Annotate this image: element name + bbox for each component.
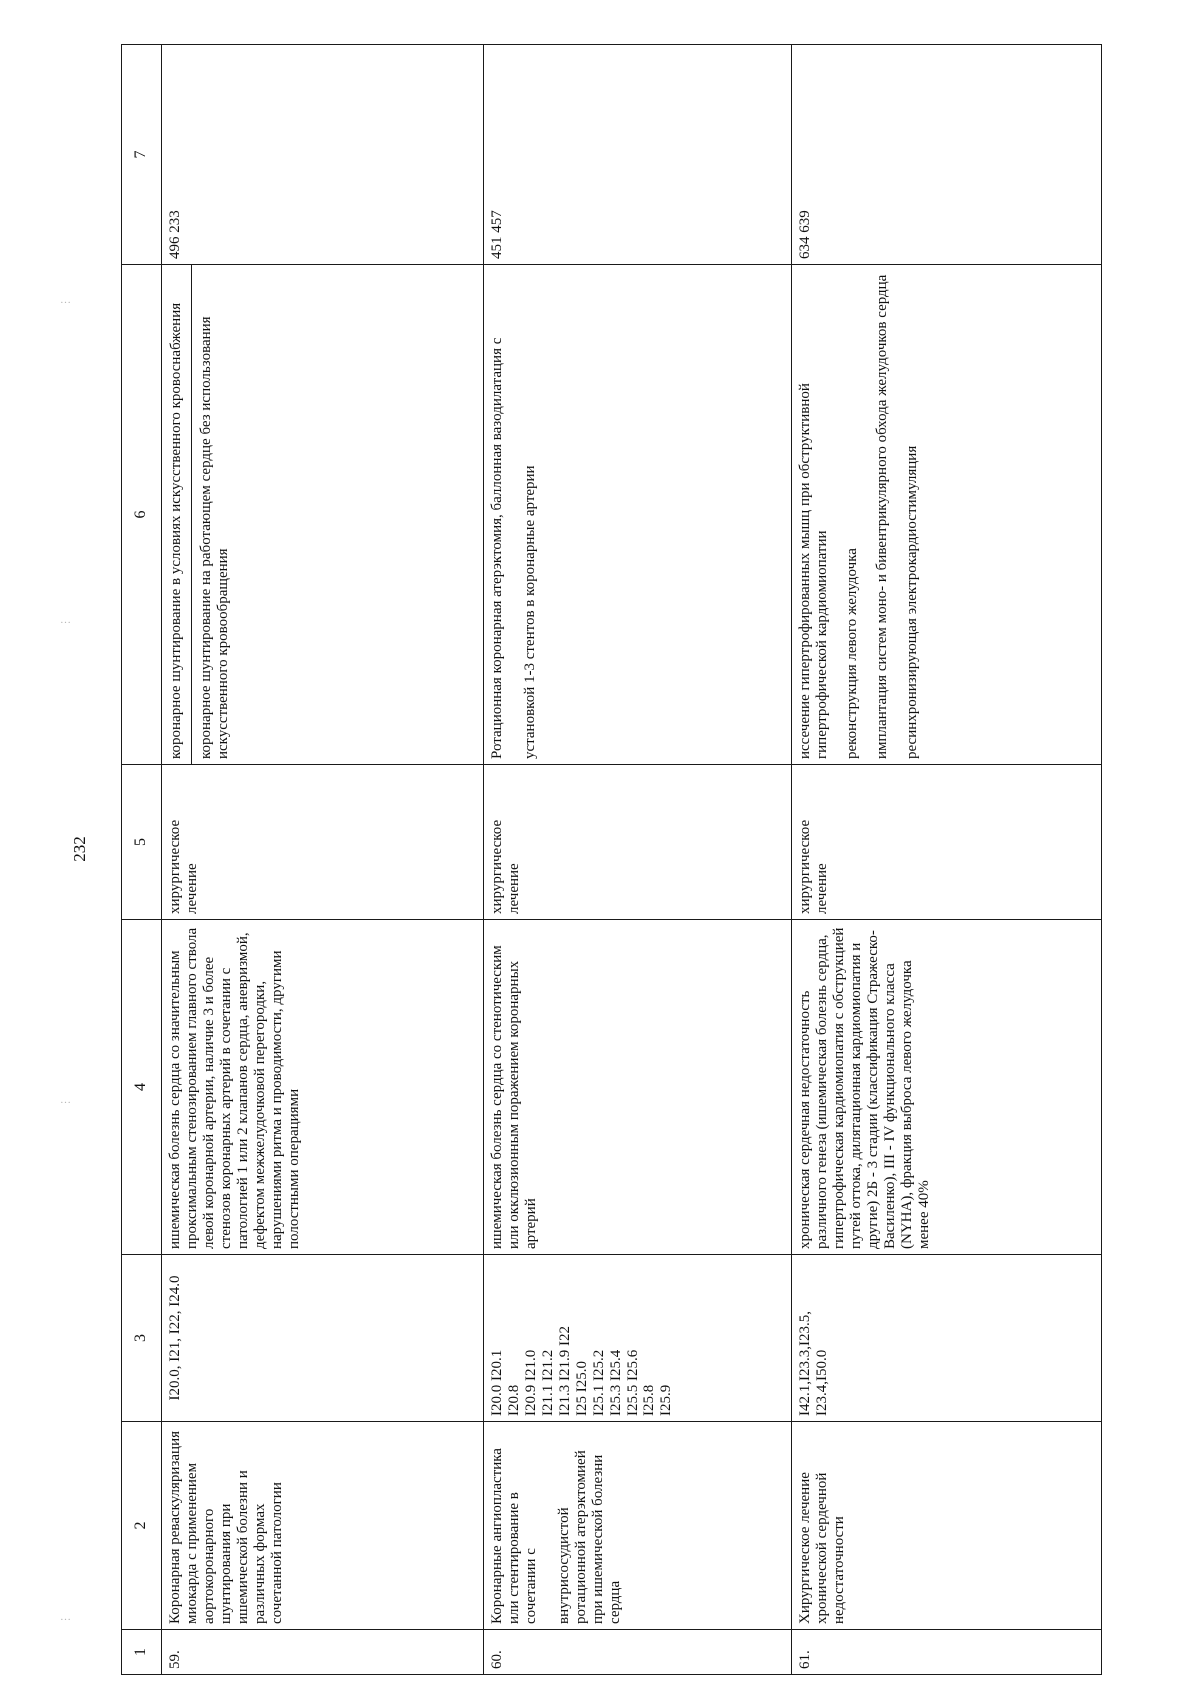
table-row: [792, 45, 1102, 1675]
margin-mark: …: [60, 294, 71, 306]
method-item: коронарное шунтирование в условиях искусственного кровоснабжения: [168, 302, 184, 759]
method-group-name: Коронарная реваскуляризация миокарда с применением аортокоронарного шунтирования при ишемической болезни и различных формах сочетанной патологии: [162, 1422, 484, 1630]
page-number: 232: [70, 836, 89, 862]
treatment-methods: [484, 265, 792, 765]
diagnosis-codes: I20.0, I21, I22, I24.0: [162, 1255, 484, 1422]
cost-value: 634 639: [792, 45, 1102, 265]
method-item: установкой 1-3 стентов в коронарные артерии: [521, 465, 538, 759]
margin-mark: …: [60, 1094, 71, 1106]
treatment-methods: [162, 265, 484, 765]
patient-model: хроническая сердечная недостаточность различного генеза (ишемическая болезнь сердца, гипертрофическая кардиомиопатия с обструкцией путей оттока, дилятационная кардиомиопатия и другие) 2Б - 3 стадии (классификация Стражеско-Василенко), III - IV функционального класса (NYHA), фракция выброса левого желудочка менее 40%: [792, 920, 1102, 1255]
method-item: ресинхронизирующая электрокардиостимуляция: [903, 445, 920, 759]
method-item: имплантация систем моно- и бивентрикулярного обхода желудочков сердца: [873, 274, 890, 759]
medical-care-table: [121, 44, 1102, 1675]
margin-mark: …: [60, 614, 71, 626]
column-number: 3: [122, 1255, 162, 1422]
column-number-row: [122, 45, 162, 1675]
treatment-type: хирургическое лечение: [162, 765, 484, 920]
cost-value: 451 457: [484, 45, 792, 265]
diagnosis-codes: I42.1,I23.3,I23.5, I23.4,I50.0: [792, 1255, 1102, 1422]
margin-mark: …: [60, 1611, 71, 1623]
row-number: 60.: [484, 1630, 792, 1675]
column-number: 7: [122, 45, 162, 265]
table-row: [484, 45, 792, 1675]
rotated-table-container: [121, 45, 1101, 1675]
column-number: 1: [122, 1630, 162, 1675]
treatment-methods: [792, 265, 1102, 765]
method-item: Ротационная коронарная атерэктомия, баллонная вазодилатация с: [489, 337, 505, 759]
method-group-name: Хирургическое лечение хронической сердечной недостаточности: [792, 1422, 1102, 1630]
method-item: реконструкция левого желудочка: [843, 548, 860, 759]
row-number: 59.: [162, 1630, 484, 1675]
name-part: внутрисосудистой ротационной атерэктомией при ишемической болезни сердца: [555, 1450, 623, 1624]
cost-value: 496 233: [162, 45, 484, 265]
treatment-type: хирургическое лечение: [484, 765, 792, 920]
patient-model: ишемическая болезнь сердца со значительным проксимальным стенозированием главного ствола левой коронарной артерии, наличие 3 и более стенозов коронарных артерий в сочетании с патологией 1 или 2 клапанов сердца, аневризмой, дефектом межжелудочковой перегородки, нарушениями ритма и проводимости, другими полостными операциями: [162, 920, 484, 1255]
method-item: коронарное шунтирование на работающем сердце без использования искусственного кровообращения: [191, 265, 238, 764]
column-number: 6: [122, 265, 162, 765]
method-group-name: [484, 1422, 792, 1630]
column-number: 4: [122, 920, 162, 1255]
patient-model: ишемическая болезнь сердца со стенотическим или окклюзионным поражением коронарных артерий: [484, 920, 792, 1255]
treatment-type: хирургическое лечение: [792, 765, 1102, 920]
row-number: 61.: [792, 1630, 1102, 1675]
name-part: Коронарные ангиопластика или стентирование в сочетании с: [489, 1448, 539, 1624]
diagnosis-codes: I20.0 I20.1 I20.8 I20.9 I21.0 I21.1 I21.2 I21.3 I21.9 I22 I25 I25.0 I25.1 I25.2 I25.3 I25.4 I25.5 I25.6 I25.8 I25.9: [484, 1255, 792, 1422]
column-number: 5: [122, 765, 162, 920]
table-row: [162, 45, 484, 1675]
column-number: 2: [122, 1422, 162, 1630]
method-item: иссечение гипертрофированных мышц при обструктивной гипертрофической кардиомиопатии: [797, 383, 830, 759]
